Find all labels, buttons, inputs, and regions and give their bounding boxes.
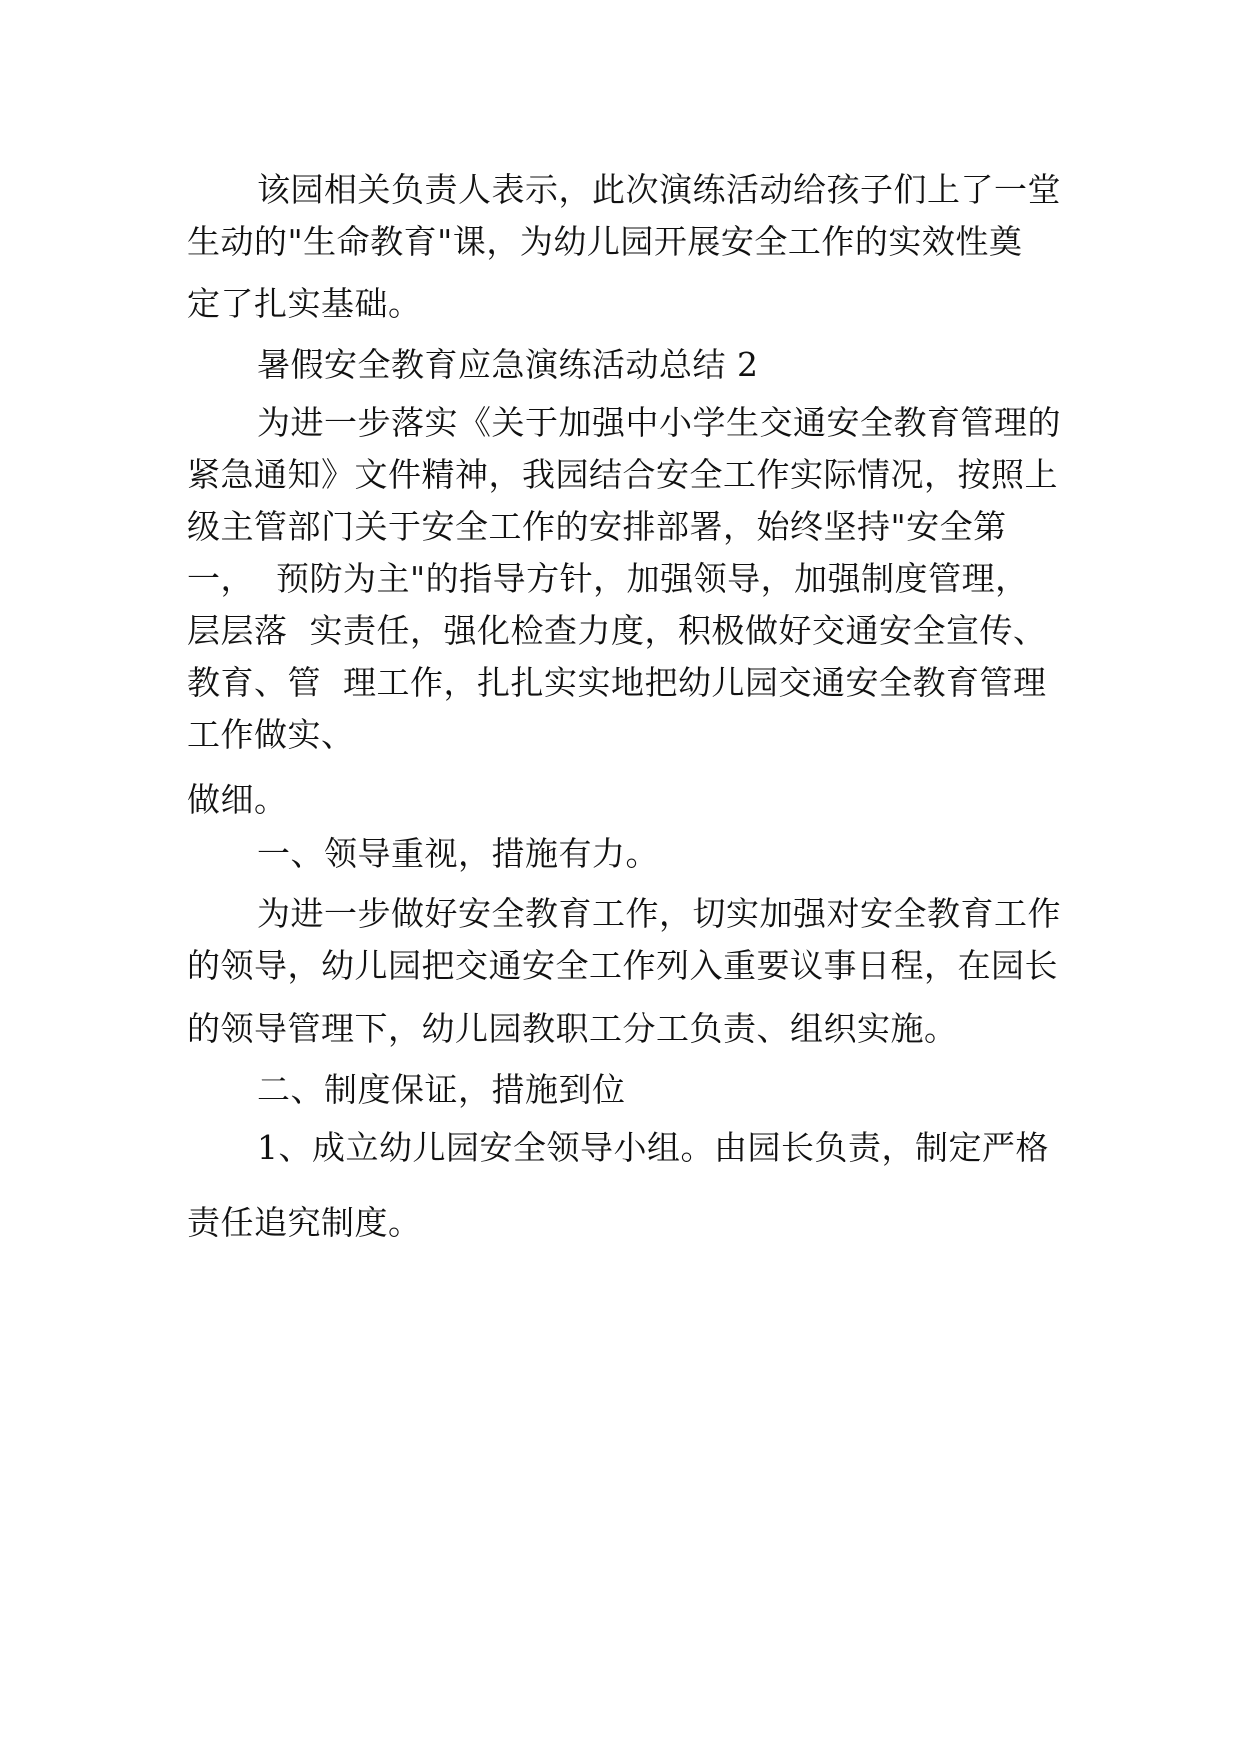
section-heading: 一、领导重视，措施有力。 <box>257 834 659 873</box>
text-line: 该园相关负责人表示，此次演练活动给孩子们上了一堂 <box>257 170 1061 209</box>
text-line: 层层落 实责任，强化检查力度，积极做好交通安全宣传、 <box>187 611 1047 650</box>
section-title: 暑假安全教育应急演练活动总结 2 <box>257 345 759 384</box>
text-line: 定了扎实基础。 <box>187 284 422 323</box>
text-line: 责任追究制度。 <box>187 1203 422 1242</box>
text-line: 级主管部门关于安全工作的安排部署，始终坚持"安全第 <box>187 507 1007 546</box>
text-line: 生动的"生命教育"课，为幼儿园开展安全工作的实效性奠 <box>187 222 1023 261</box>
text-line: 一， 预防为主"的指导方针，加强领导，加强制度管理， <box>187 559 1029 598</box>
text-line: 的领导管理下，幼儿园教职工分工负责、组织实施。 <box>187 1009 958 1048</box>
text-line: 为进一步落实《关于加强中小学生交通安全教育管理的 <box>257 403 1061 442</box>
text-line: 做细。 <box>187 780 288 819</box>
section-heading: 二、制度保证，措施到位 <box>257 1070 626 1109</box>
text-line: 工作做实、 <box>187 715 355 754</box>
text-line: 1、成立幼儿园安全领导小组。由园长负责，制定严格 <box>257 1128 1049 1167</box>
text-line: 的领导，幼儿园把交通安全工作列入重要议事日程，在园长 <box>187 946 1058 985</box>
text-line: 为进一步做好安全教育工作，切实加强对安全教育工作 <box>257 894 1061 933</box>
text-line: 教育、管 理工作，扎扎实实地把幼儿园交通安全教育管理 <box>187 663 1047 702</box>
text-line: 紧急通知》文件精神，我园结合安全工作实际情况，按照上 <box>187 455 1058 494</box>
